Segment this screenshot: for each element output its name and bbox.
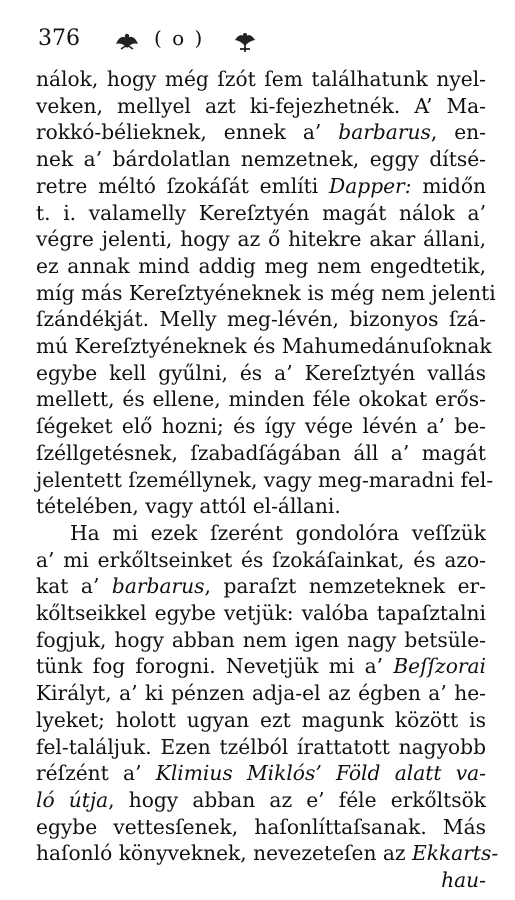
text-run: rokkó-bélieknek, ennek a’ [36, 120, 339, 145]
text-line [36, 333, 492, 360]
text-line [36, 253, 486, 280]
text-run: fel-találjuk. Ezen tzélból írattatott nagyobb [36, 734, 486, 759]
text-run: mellett, és ellene, minden féle okokat erős- [36, 387, 486, 412]
text-run: retre méltó ſzokáſát említi [36, 173, 330, 198]
text-run: ez annak mind addig meg nem engedtetik, [36, 253, 486, 278]
page-number: 376 [38, 26, 80, 51]
text-run: fogjuk, hogy abban nem igen nagy betsüle- [36, 627, 486, 652]
text-line [36, 200, 486, 227]
text-run: t. i. valamelly Kereſztyén magát nálok a’ [36, 200, 486, 225]
text-line [36, 600, 486, 627]
header-mark: ( o ) [154, 26, 205, 50]
text-line [36, 280, 496, 307]
catchword [36, 867, 486, 894]
text-line [36, 360, 486, 387]
text-line [36, 520, 486, 547]
italic-run: Dapper: [329, 173, 412, 198]
text-run: , paraſzt nemzeteknek er- [204, 574, 486, 599]
text-run: mú Kereſztyéneknek és Mahumedánuſoknak [36, 334, 492, 359]
text-run: egybe kell gyűlni, és a’ Kereſztyén vallás [36, 360, 486, 385]
text-run: tételében, vagy attól el-állani. [36, 494, 341, 519]
fleuron-icon [230, 30, 260, 58]
text-run: , hogy abban az e’ féle erkőltsök [108, 787, 487, 812]
text-line [36, 173, 486, 200]
text-line [36, 66, 486, 93]
text-run: Ha mi ezek ſzerént gondolóra veſſzük [70, 520, 486, 545]
text-run: nálok, hogy még ſzót ſem találhatunk nyel- [36, 67, 486, 91]
italic-run: Beſſzorai [393, 654, 486, 679]
body-text [36, 66, 499, 894]
text-line [36, 413, 486, 440]
italic-run: barbarus [111, 574, 205, 599]
text-run: míg más Kereſztyéneknek is még nem jelenti [36, 280, 496, 305]
text-run: haſonló könyveknek, nevezeteſen az [36, 841, 412, 866]
italic-run: Klimius Miklós’ Föld alatt va- [155, 761, 486, 786]
text-run: jelentett ſzeméllynek, vagy meg-maradni fel- [36, 467, 494, 492]
text-run: ſzándékját. Melly meg-lévén, bizonyos ſzá- [36, 307, 486, 332]
text-line [36, 734, 486, 761]
text-line [36, 680, 486, 707]
text-run: tünk fog forogni. Nevetjük mi a’ [36, 654, 394, 679]
text-run: kat a’ [36, 574, 112, 599]
text-run: kőltseikkel egybe vetjük: valóba tapaſztalni [36, 601, 486, 626]
text-run: midőn [411, 173, 486, 198]
text-line [36, 306, 486, 333]
text-line [36, 707, 486, 734]
text-line [36, 787, 486, 814]
italic-run: Ekkarts- [411, 841, 499, 866]
text-line [36, 467, 494, 494]
text-line [36, 386, 486, 413]
text-line [36, 226, 486, 253]
italic-run: ló útja [36, 787, 109, 812]
text-run: ſzéllgetésnek, ſzabadſágában áll a’ magát [36, 440, 486, 465]
text-line [36, 440, 486, 467]
text-run: nek a’ bárdolatlan nemzetnek, eggy dítsé- [36, 147, 486, 172]
text-run: Királyt, a’ ki pénzen adja-el az égben a’ he- [36, 681, 486, 706]
text-line [36, 93, 486, 120]
text-run: egybe vettesſenek, haſonlíttaſsanak. Más [36, 814, 486, 839]
text-line [36, 627, 486, 654]
italic-run: hau- [441, 868, 486, 893]
text-line [36, 814, 486, 841]
text-run: , en- [430, 120, 487, 145]
text-run: a’ mi erkőltseinket és ſzokáſainkat, és azo- [36, 547, 486, 572]
text-line [36, 653, 486, 680]
text-line [36, 493, 486, 520]
text-line [36, 840, 499, 867]
running-header [30, 24, 485, 60]
text-line [36, 760, 486, 787]
text-run: végre jelenti, hogy az ő hitekre akar állani, [36, 227, 486, 252]
text-run: veken, mellyel azt ki-fejezhetnék. A’ Ma- [36, 93, 486, 118]
italic-run: barbarus [338, 120, 431, 145]
text-run: réſzént a’ [36, 761, 156, 786]
fleuron-icon [112, 30, 142, 56]
text-line [36, 119, 486, 146]
text-run: lyeket; holott ugyan ezt magunk között is [36, 707, 486, 732]
text-line [36, 573, 486, 600]
text-run: ſégeket elő hozni; és így vége lévén a’ be- [36, 414, 486, 439]
text-line [36, 547, 486, 574]
text-line [36, 146, 486, 173]
